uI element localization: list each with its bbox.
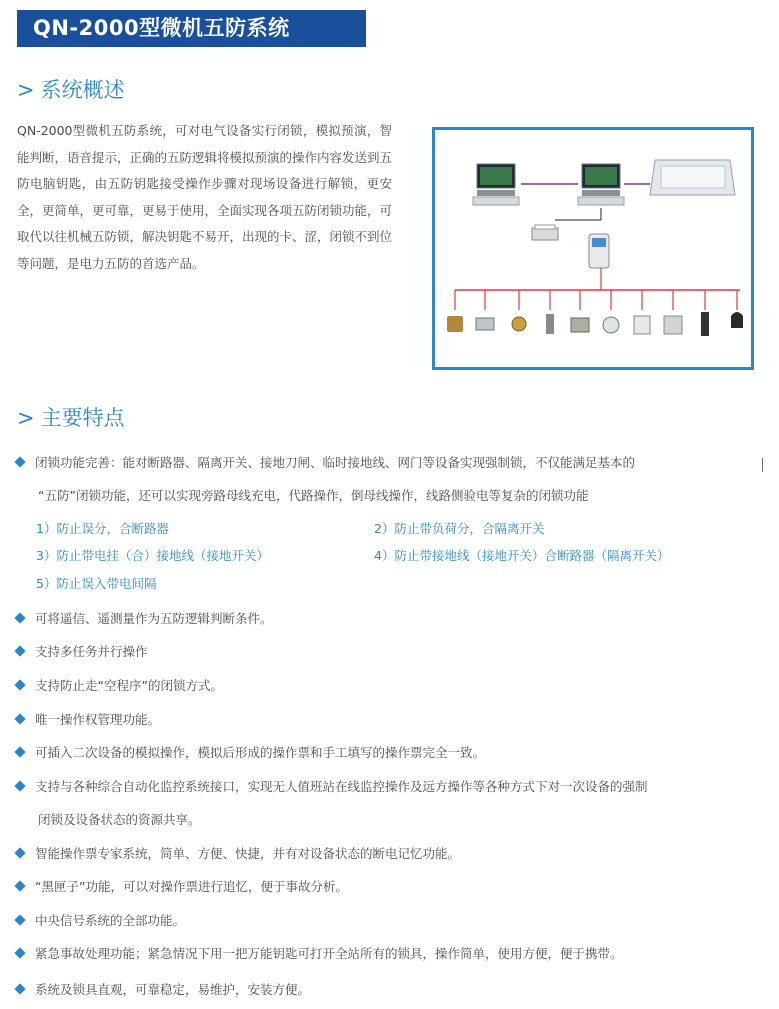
system-diagram bbox=[432, 127, 754, 370]
feature-item: “黑匣子”功能，可以对操作票进行追忆，便于事故分析。 bbox=[16, 879, 348, 895]
diamond-bullet-icon bbox=[14, 847, 25, 858]
diamond-bullet-icon bbox=[14, 679, 25, 690]
lock-devices bbox=[447, 312, 743, 336]
computer-key bbox=[589, 234, 609, 268]
workstation-center bbox=[578, 164, 624, 205]
diamond-bullet-icon bbox=[14, 947, 25, 958]
diamond-bullet-icon bbox=[14, 780, 25, 791]
feature-item: 可插入二次设备的模拟操作，模拟后形成的操作票和手工填写的操作票完全一致。 bbox=[16, 745, 485, 761]
diamond-bullet-icon bbox=[14, 456, 25, 467]
sub-item: 1）防止误分，合断路器 bbox=[36, 521, 169, 536]
feature-item: 中央信号系统的全部功能。 bbox=[16, 913, 185, 929]
printer bbox=[532, 225, 558, 240]
feature-item: 支持防止走“空程序”的闭锁方式。 bbox=[16, 678, 223, 694]
feature-item: 系统及锁具直观，可靠稳定，易维护，安装方便。 bbox=[16, 982, 310, 998]
features-heading: > 主要特点 bbox=[17, 406, 125, 430]
divider bbox=[762, 458, 763, 472]
feature-item: 闭锁功能完善：能对断路器、隔离开关、接地刀闸、临时接地线、网门等设备实现强制锁，不仅能满足基本的 bbox=[16, 455, 635, 471]
diamond-bullet-icon bbox=[14, 713, 25, 724]
feature-item-continuation: “五防”闭锁功能，还可以实现旁路母线充电，代路操作，倒母线操作，线路侧验电等复杂的闭锁功能 bbox=[38, 488, 589, 503]
feature-item: 支持多任务并行操作 bbox=[16, 644, 148, 660]
overview-paragraph: QN-2000型微机五防系统，可对电气设备实行闭锁，模拟预演，智能判断，语音提示，正确的五防逻辑将模拟预演的操作内容发送到五防电脑钥匙，由五防钥匙接受操作步骤对现场设备进行解锁，更安全，更简单，更可靠，更易于使用，全面实现各项五防闭锁功能，可取代以往机械五防锁，解决钥匙不易开，出现的卡、涩，闭锁不到位等问题，是电力五防的首选产品。 bbox=[17, 123, 393, 271]
feature-item: 唯一操作权管理功能。 bbox=[16, 712, 160, 728]
feature-item-continuation: 闭锁及设备状态的资源共享。 bbox=[38, 812, 201, 827]
diamond-bullet-icon bbox=[14, 645, 25, 656]
sub-item: 4）防止带接地线（接地开关）合断路器（隔离开关） bbox=[374, 548, 670, 563]
page-title: QN-2000型微机五防系统 bbox=[17, 10, 366, 47]
diamond-bullet-icon bbox=[14, 612, 25, 623]
chevron-right-icon: > bbox=[17, 78, 35, 102]
sub-item: 5）防止误入带电间隔 bbox=[36, 576, 157, 591]
overview-heading: > 系统概述 bbox=[17, 78, 125, 102]
sub-item: 2）防止带负荷分，合隔离开关 bbox=[374, 521, 545, 536]
chevron-right-icon: > bbox=[17, 406, 35, 430]
diamond-bullet-icon bbox=[14, 983, 25, 994]
diamond-bullet-icon bbox=[14, 746, 25, 757]
feature-item: 可将遥信、遥测量作为五防逻辑判断条件。 bbox=[16, 611, 273, 627]
control-panel bbox=[650, 160, 735, 195]
feature-item: 智能操作票专家系统，简单、方便、快捷，并有对设备状态的断电记忆功能。 bbox=[16, 846, 460, 862]
diamond-bullet-icon bbox=[14, 914, 25, 925]
sub-item: 3）防止带电挂（合）接地线（接地开关） bbox=[36, 548, 269, 563]
workstation-left bbox=[473, 164, 519, 205]
feature-item: 紧急事故处理功能；紧急情况下用一把万能钥匙可打开全站所有的锁具，操作简单，使用方便，便于携带。 bbox=[16, 946, 623, 962]
system-diagram-graphic bbox=[435, 130, 751, 367]
diamond-bullet-icon bbox=[14, 880, 25, 891]
feature-item: 支持与各种综合自动化监控系统接口，实现无人值班站在线监控操作及远方操作等各种方式下对一次设备的强制 bbox=[16, 779, 648, 795]
